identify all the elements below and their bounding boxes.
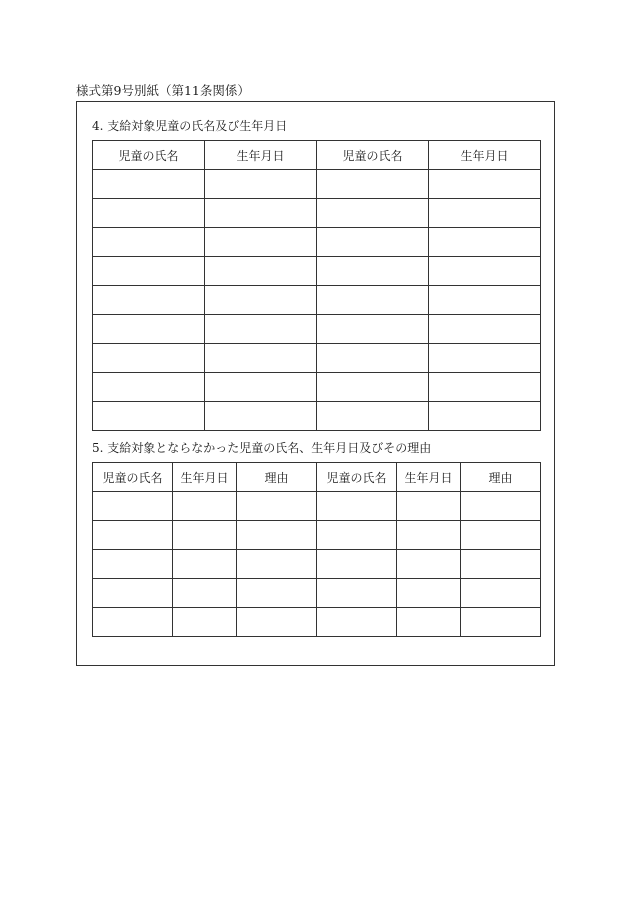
table-cell[interactable]: [93, 170, 205, 199]
table-cell[interactable]: [205, 402, 317, 431]
table-cell[interactable]: [173, 579, 237, 608]
table-cell[interactable]: [317, 228, 429, 257]
table-cell[interactable]: [317, 373, 429, 402]
table-cell[interactable]: [317, 608, 397, 637]
table-cell[interactable]: [205, 344, 317, 373]
table-cell[interactable]: [93, 199, 205, 228]
table-cell[interactable]: [461, 521, 541, 550]
table-cell[interactable]: [429, 315, 541, 344]
table-cell[interactable]: [205, 199, 317, 228]
section-4-title: 4. 支給対象児童の氏名及び生年月日: [92, 119, 288, 133]
table-cell[interactable]: [317, 170, 429, 199]
table-cell[interactable]: [317, 315, 429, 344]
table-cell[interactable]: [397, 492, 461, 521]
table-row: [93, 579, 541, 608]
table-row: [93, 608, 541, 637]
table-cell[interactable]: [205, 286, 317, 315]
table-cell[interactable]: [205, 257, 317, 286]
table-cell[interactable]: [93, 286, 205, 315]
table-cell[interactable]: [237, 608, 317, 637]
form-caption: 様式第9号別紙（第11条関係）: [76, 83, 250, 98]
header-child-name: 児童の氏名: [93, 141, 205, 170]
table-row: [93, 492, 541, 521]
table-cell[interactable]: [429, 257, 541, 286]
table-row: [93, 257, 541, 286]
table-cell[interactable]: [173, 492, 237, 521]
table-cell[interactable]: [93, 315, 205, 344]
table-cell[interactable]: [317, 579, 397, 608]
table-cell[interactable]: [93, 579, 173, 608]
table-cell[interactable]: [173, 550, 237, 579]
table-cell[interactable]: [237, 550, 317, 579]
table-row: [93, 550, 541, 579]
table-row: [93, 170, 541, 199]
header-child-name: 児童の氏名: [93, 463, 173, 492]
table-cell[interactable]: [461, 550, 541, 579]
table-cell[interactable]: [317, 521, 397, 550]
table-cell[interactable]: [93, 344, 205, 373]
table-cell[interactable]: [397, 550, 461, 579]
excluded-children-table: [92, 462, 541, 637]
table-cell[interactable]: [317, 550, 397, 579]
table-cell[interactable]: [429, 344, 541, 373]
table-row: [93, 521, 541, 550]
table-cell[interactable]: [461, 579, 541, 608]
header-birthdate: 生年月日: [205, 141, 317, 170]
table-cell[interactable]: [205, 228, 317, 257]
table-row: [93, 344, 541, 373]
table-cell[interactable]: [317, 286, 429, 315]
table-cell[interactable]: [93, 492, 173, 521]
table-cell[interactable]: [429, 228, 541, 257]
header-birthdate: 生年月日: [397, 463, 461, 492]
table-row: [93, 286, 541, 315]
table-cell[interactable]: [93, 373, 205, 402]
table-cell[interactable]: [461, 492, 541, 521]
table-cell[interactable]: [317, 257, 429, 286]
table-cell[interactable]: [237, 492, 317, 521]
table-cell[interactable]: [93, 608, 173, 637]
table-cell[interactable]: [237, 521, 317, 550]
table-cell[interactable]: [429, 199, 541, 228]
table-row: [93, 315, 541, 344]
children-table: [92, 140, 541, 431]
table-cell[interactable]: [429, 286, 541, 315]
table-cell[interactable]: [429, 402, 541, 431]
table-cell[interactable]: [205, 170, 317, 199]
table-cell[interactable]: [205, 373, 317, 402]
header-birthdate: 生年月日: [173, 463, 237, 492]
table-cell[interactable]: [397, 521, 461, 550]
table-cell[interactable]: [173, 608, 237, 637]
table-cell[interactable]: [397, 608, 461, 637]
header-row: [93, 463, 541, 492]
header-child-name: 児童の氏名: [317, 463, 397, 492]
table-cell[interactable]: [237, 579, 317, 608]
table-row: [93, 402, 541, 431]
table-cell[interactable]: [93, 521, 173, 550]
table-cell[interactable]: [429, 170, 541, 199]
table-row: [93, 228, 541, 257]
header-birthdate: 生年月日: [429, 141, 541, 170]
table-cell[interactable]: [173, 521, 237, 550]
table-cell[interactable]: [317, 199, 429, 228]
table-cell[interactable]: [317, 344, 429, 373]
table-cell[interactable]: [317, 402, 429, 431]
table-cell[interactable]: [429, 373, 541, 402]
header-row: [93, 141, 541, 170]
table-cell[interactable]: [93, 257, 205, 286]
header-child-name: 児童の氏名: [317, 141, 429, 170]
table-cell[interactable]: [93, 550, 173, 579]
table-cell[interactable]: [205, 315, 317, 344]
header-reason: 理由: [461, 463, 541, 492]
table-cell[interactable]: [317, 492, 397, 521]
table-row: [93, 373, 541, 402]
table-cell[interactable]: [93, 402, 205, 431]
section-5-title: 5. 支給対象とならなかった児童の氏名、生年月日及びその理由: [92, 441, 432, 455]
table-cell[interactable]: [93, 228, 205, 257]
table-row: [93, 199, 541, 228]
table-cell[interactable]: [397, 579, 461, 608]
table-cell[interactable]: [461, 608, 541, 637]
header-reason: 理由: [237, 463, 317, 492]
